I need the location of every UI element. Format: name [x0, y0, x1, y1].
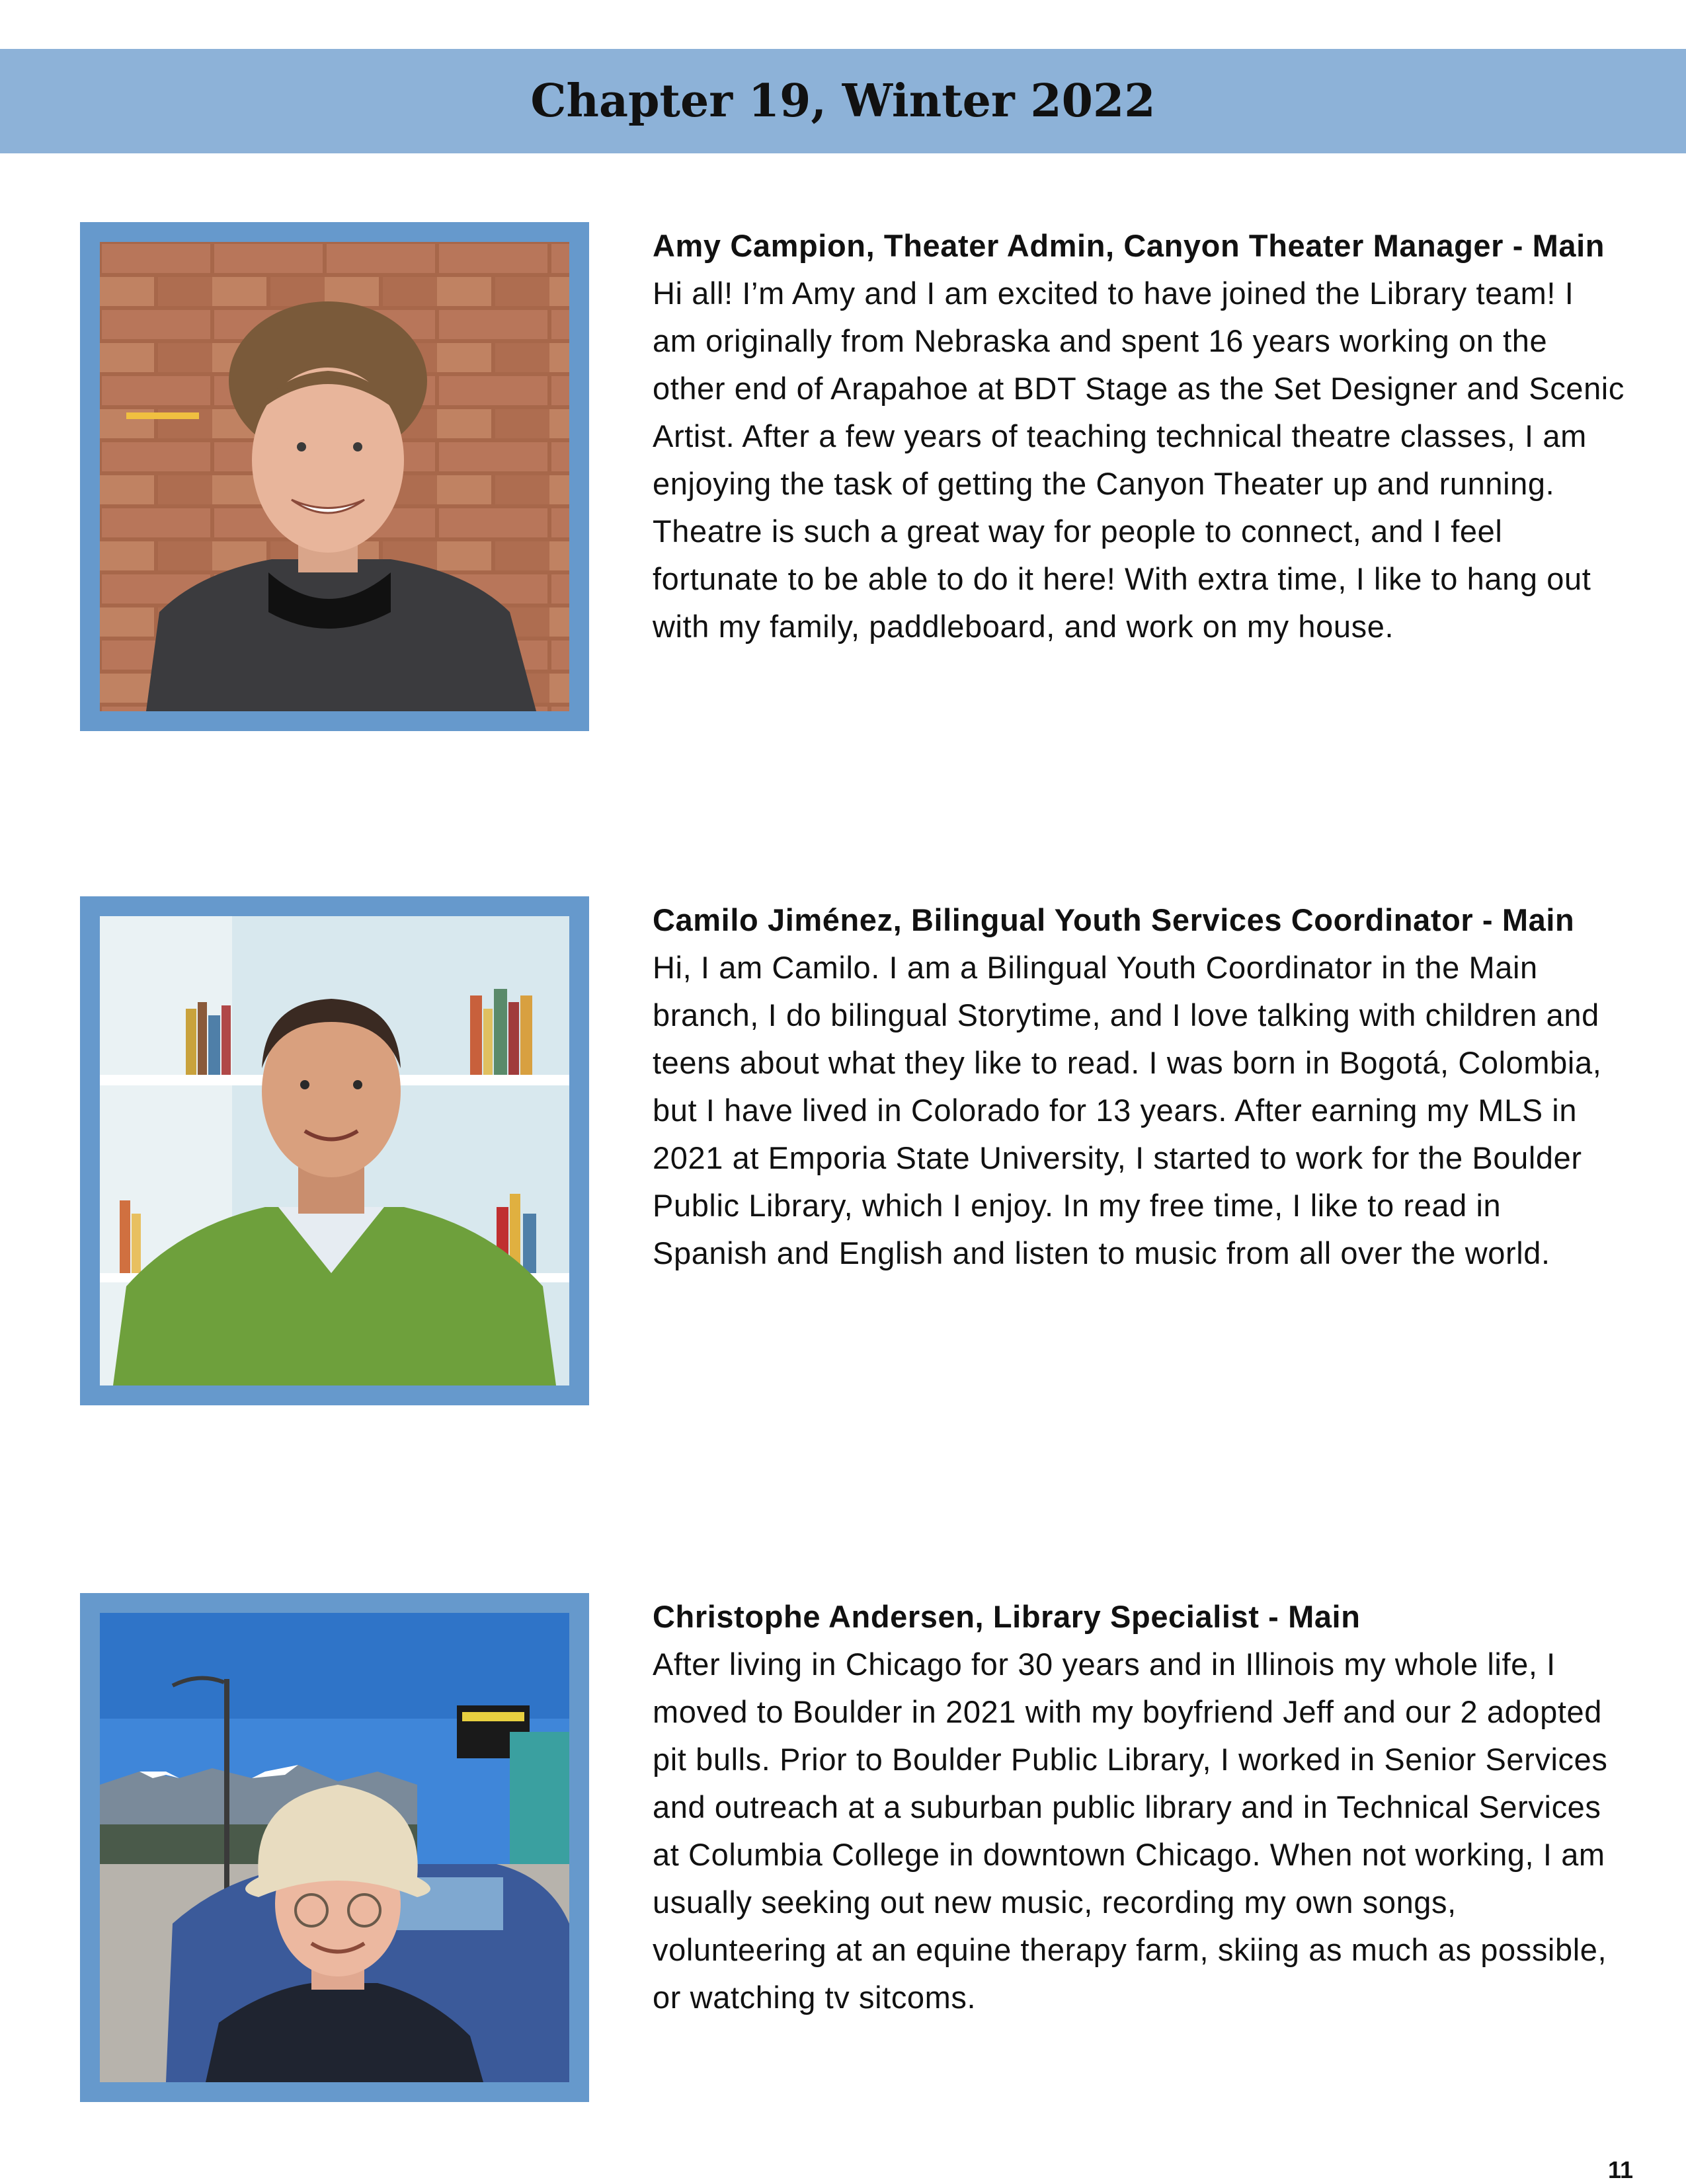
photo-frame: [80, 1593, 589, 2102]
staff-photo-amy: [100, 242, 569, 711]
staff-bio: [653, 1593, 1625, 2021]
staff-bio-text: Hi all! I’m Amy and I am excited to have joined the Library team! I am originally from Nebraska and spent 16 years working on the other end of Arapahoe at BDT Stage as the Set Designer and Scenic Artist. After a few years of teaching technical theatre classes, I am enjoying the task of getting the Canyon Theater up and running. Theatre is such a great way for people to connect, and I feel fortunate to be able to do it here! With extra time, I like to hang out with my family, paddleboard, and work on my house.: [653, 276, 1625, 644]
staff-photo-camilo: [100, 916, 569, 1385]
staff-bio-text: Hi, I am Camilo. I am a Bilingual Youth Coordinator in the Main branch, I do bilingual Storytime, and I love talking with children and teens about what they like to read. I was born in Bogotá, Colombia, but I have lived in Colorado for 13 years. After earning my MLS in 2021 at Emporia State University, I started to work for the Boulder Public Library, which I enjoy. In my free time, I like to read in Spanish and English and listen to music from all over the world.: [653, 950, 1602, 1270]
photo-frame: [80, 896, 589, 1405]
staff-bio-text: After living in Chicago for 30 years and in Illinois my whole life, I moved to Boulder in 2021 with my boyfriend Jeff and our 2 adopted pit bulls. Prior to Boulder Public Library, I worked in Senior Services and outreach at a suburban public library and in Technical Services at Columbia College in downtown Chicago. When not working, I am usually seeking out new music, recording my own songs, volunteering at an equine therapy farm, skiing as much as possible, or watching tv sitcoms.: [653, 1647, 1608, 2015]
photo-frame: [80, 222, 589, 731]
chapter-header-band: [0, 49, 1686, 153]
staff-name-title: Christophe Andersen, Library Specialist - Main: [653, 1599, 1361, 1634]
staff-name-title: Amy Campion, Theater Admin, Canyon Theater Manager - Main: [653, 228, 1605, 263]
staff-name-title: Camilo Jiménez, Bilingual Youth Services Coordinator - Main: [653, 902, 1575, 937]
chapter-title: Chapter 19, Winter 2022: [530, 75, 1156, 128]
page-number: 11: [1607, 2156, 1633, 2183]
staff-bio: [653, 896, 1625, 1277]
staff-photo-christophe: [100, 1613, 569, 2082]
staff-bio: [653, 222, 1625, 650]
